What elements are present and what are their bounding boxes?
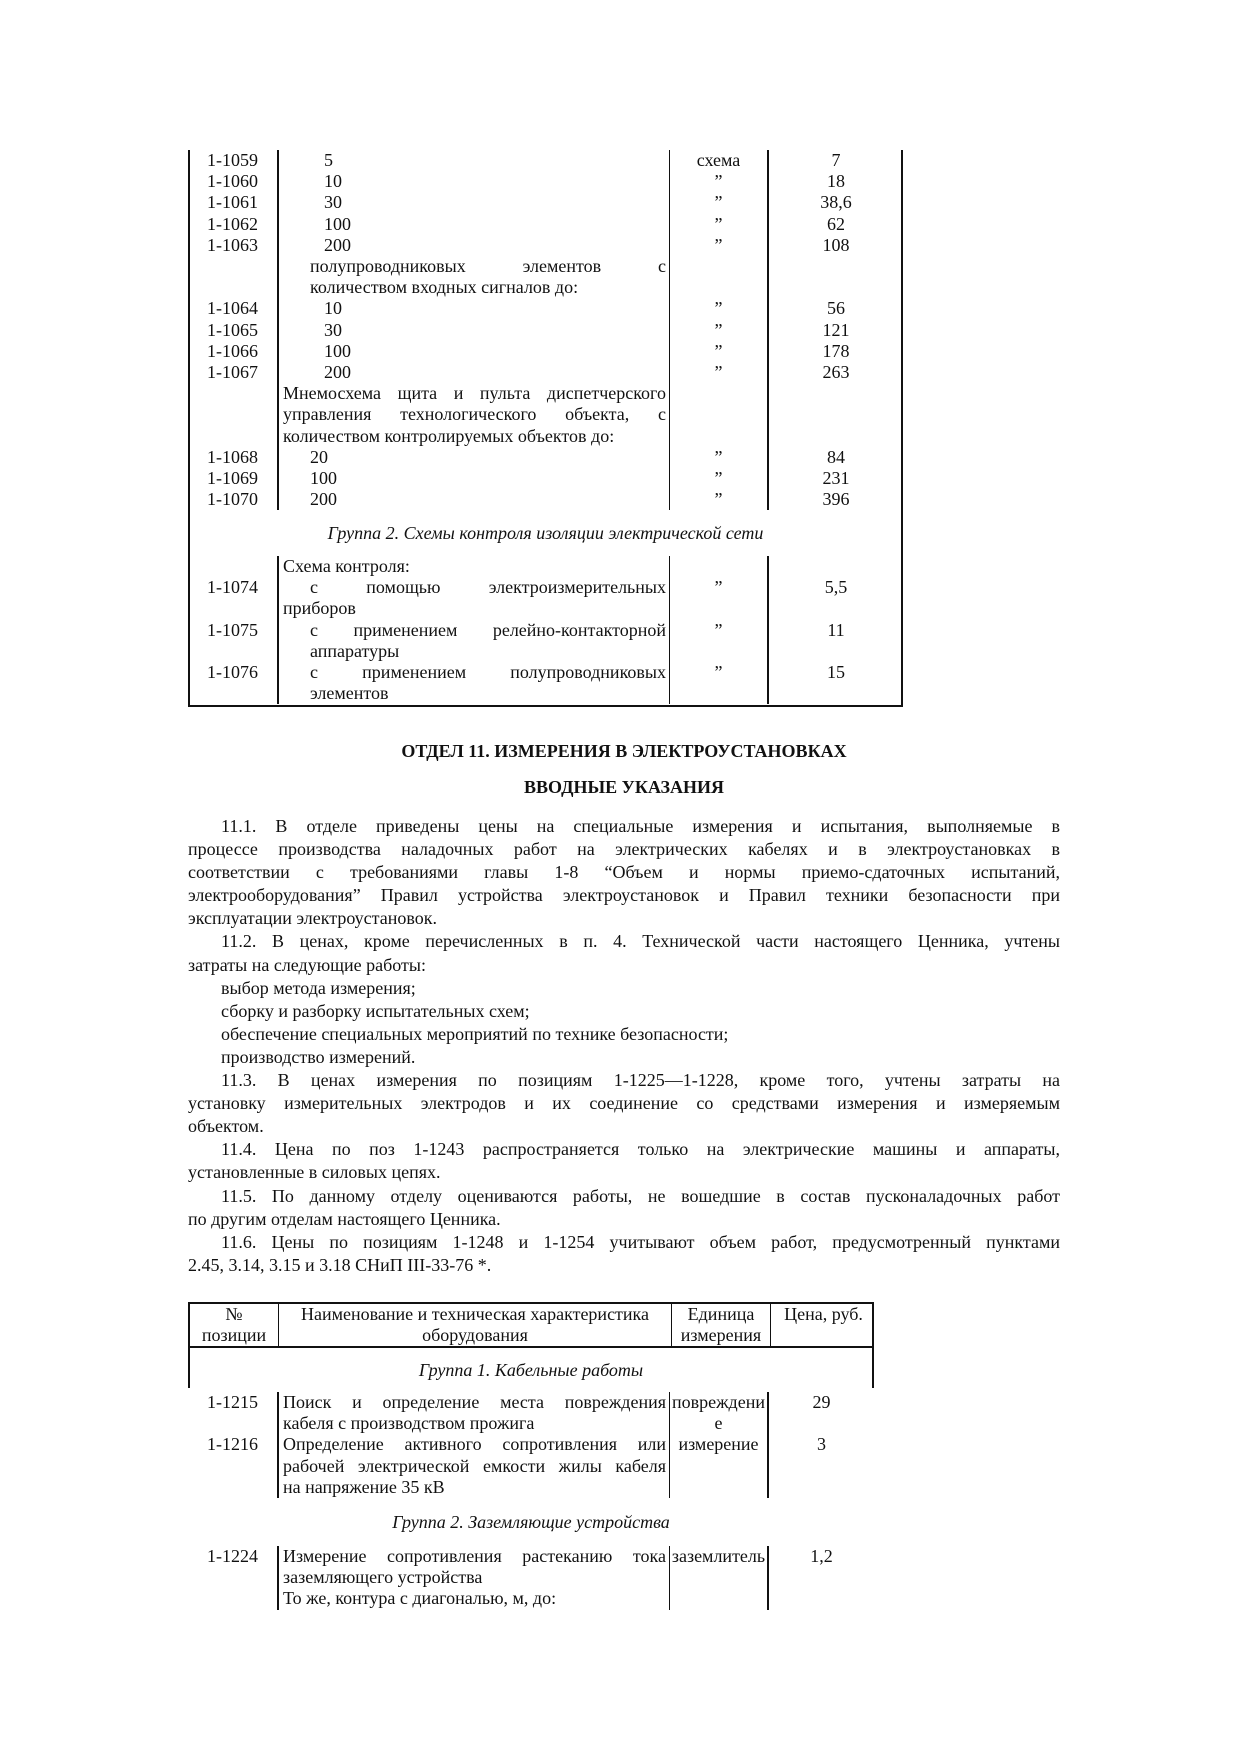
header-name: Наименование и техническая характеристика оборудования — [279, 1304, 672, 1346]
price-value: 15 — [827, 662, 845, 683]
unit-of-measure: ” — [670, 320, 769, 341]
description-line: 100 — [324, 213, 351, 234]
table-row — [188, 662, 903, 704]
description-line: 30 — [324, 319, 342, 340]
unit-of-measure — [670, 556, 769, 577]
paragraph — [188, 1023, 1060, 1046]
unit-of-measure: ” — [670, 298, 769, 319]
price-value: 3 — [817, 1434, 826, 1455]
paragraph-line: соответствии с требованиями главы 1-8 “Объем и нормы приемо-сдаточных испытаний, — [188, 862, 1060, 883]
item-description — [277, 1588, 670, 1609]
unit-of-measure: ” — [670, 662, 769, 704]
unit-of-measure: ” — [670, 214, 769, 235]
position-number: 1-1065 — [207, 319, 258, 340]
price-value: 396 — [822, 489, 850, 510]
description-line: 30 — [324, 192, 342, 213]
paragraph-line: 11.6. Цены по позициям 1-1248 и 1-1254 учитывают объем работ, предусмотренный пунктами — [221, 1231, 1060, 1252]
description-line: То же, контура с диагональю, м, до: — [283, 1588, 557, 1609]
position-number: 1-1074 — [207, 577, 258, 598]
item-description — [277, 192, 670, 213]
description-line: заземляющего устройства — [283, 1567, 483, 1588]
price-value — [769, 1588, 874, 1609]
position-number: 1-1070 — [207, 489, 258, 510]
description-line: на напряжение 35 кВ — [283, 1476, 445, 1497]
price-value: 1,2 — [810, 1546, 833, 1566]
item-description — [277, 256, 670, 298]
table-row — [188, 383, 903, 447]
table-2-header — [188, 1302, 874, 1348]
description-line: 10 — [324, 298, 342, 319]
group-caption: Группа 1. Кабельные работы — [418, 1359, 644, 1380]
position-number: 1-1216 — [207, 1434, 258, 1455]
unit-of-measure: ” — [670, 468, 769, 489]
table-row — [188, 192, 903, 213]
table-row — [188, 214, 903, 235]
position-number: 1-1224 — [207, 1546, 258, 1566]
paragraph-line: процессе производства наладочных работ на электрических кабелях и в электроустановках в — [188, 839, 1060, 860]
description-line: с помощью электроизмерительных — [310, 577, 666, 598]
price-value: 18 — [827, 171, 845, 192]
unit-of-measure: ” — [670, 620, 769, 662]
table-row — [188, 256, 903, 298]
table-row — [188, 320, 903, 341]
paragraph-line: выбор метода измерения; — [221, 977, 416, 998]
item-description — [277, 362, 670, 383]
table-row — [188, 362, 903, 383]
description-line: 100 — [310, 468, 337, 489]
unit-of-measure: ” — [670, 447, 769, 468]
description-line: 200 — [324, 362, 351, 383]
unit-of-measure: ” — [670, 192, 769, 213]
paragraph-line: сборку и разборку испытательных схем; — [221, 1000, 530, 1021]
description-line: рабочей электрической емкости жилы кабеля — [283, 1455, 666, 1476]
description-line: Поиск и определение места повреждения — [283, 1392, 666, 1412]
description-line: полупроводниковых элементов с — [310, 256, 666, 277]
paragraph-line: производство измерений. — [221, 1046, 416, 1067]
table-row — [188, 489, 903, 510]
position-number — [188, 383, 277, 447]
item-description — [277, 1392, 670, 1434]
price-value: 121 — [822, 319, 850, 340]
unit-of-measure: измерение — [670, 1434, 769, 1498]
table-row — [188, 447, 903, 468]
description-line: 10 — [324, 171, 342, 192]
paragraph — [188, 1185, 1060, 1231]
price-value: 56 — [827, 298, 845, 319]
table-row — [188, 620, 903, 662]
position-number: 1-1069 — [207, 468, 258, 489]
price-table-group-2 — [188, 556, 903, 704]
position-number: 1-1060 — [207, 171, 258, 192]
paragraph-line: 11.3. В ценах измерения по позициям 1-1225—1-1228, кроме того, учтены затраты на — [221, 1070, 1060, 1091]
paragraph-line: обеспечение специальных мероприятий по технике безопасности; — [221, 1023, 729, 1044]
item-description — [277, 1546, 670, 1588]
position-number: 1-1075 — [207, 619, 258, 640]
table-row — [188, 235, 903, 256]
item-description — [277, 577, 670, 619]
item-description — [277, 298, 670, 319]
table-row — [188, 1588, 874, 1609]
paragraph-line: по другим отделам настоящего Ценника. — [188, 1208, 501, 1229]
description-line: количеством входных сигналов до: — [310, 277, 579, 298]
position-number: 1-1063 — [207, 234, 258, 255]
paragraph-line: 11.1. В отделе приведены цены на специальные измерения и испытания, выполняемые в — [221, 816, 1060, 836]
header-position: № позиции — [190, 1304, 279, 1346]
item-description — [277, 468, 670, 489]
table-row — [188, 1392, 874, 1434]
description-line: количеством контролируемых объектов до: — [283, 425, 615, 446]
price-value: 11 — [827, 619, 845, 640]
position-number: 1-1215 — [207, 1392, 258, 1412]
description-line: Мнемосхема щита и пульта диспетчерского — [283, 383, 666, 404]
description-line: приборов — [283, 598, 356, 619]
unit-of-measure: ” — [670, 235, 769, 256]
description-line: кабеля с производством прожига — [283, 1413, 535, 1434]
group-caption: Группа 2. Схемы контроля изоляции электрической сети — [327, 522, 764, 543]
paragraph — [188, 1000, 1060, 1023]
price-value: 29 — [812, 1392, 831, 1412]
unit-of-measure — [670, 383, 769, 447]
position-number: 1-1068 — [207, 446, 258, 467]
description-line: 200 — [310, 489, 337, 510]
section-title: ОТДЕЛ 11. ИЗМЕРЕНИЯ В ЭЛЕКТРОУСТАНОВКАХ — [401, 741, 847, 761]
position-number — [188, 1588, 277, 1609]
price-value: 178 — [822, 340, 850, 361]
paragraph — [188, 977, 1060, 1000]
paragraph-line: 2.45, 3.14, 3.15 и 3.18 СНиП III-33-76 *. — [188, 1254, 492, 1275]
position-number: 1-1066 — [207, 340, 258, 361]
description-line: 200 — [324, 234, 351, 255]
unit-of-measure: ” — [670, 171, 769, 192]
item-description — [277, 235, 670, 256]
price-value — [769, 383, 903, 447]
intro-text — [188, 815, 1060, 1277]
unit-of-measure: заземлитель — [670, 1546, 769, 1588]
item-description — [277, 383, 670, 447]
paragraph-line: 11.2. В ценах, кроме перечисленных в п. 4. Технической части настоящего Ценника, учтены — [221, 931, 1060, 952]
item-description — [277, 1434, 670, 1498]
unit-of-measure: схема — [670, 150, 769, 171]
table-row — [188, 150, 903, 171]
description-line: с применением полупроводниковых — [310, 662, 666, 683]
paragraph-line: электрооборудования” Правил устройства электроустановок и Правил техники безопасности при — [188, 885, 1060, 906]
paragraph-line: установленные в силовых цепях. — [188, 1162, 441, 1183]
item-description — [277, 447, 670, 468]
unit-of-measure: ” — [670, 489, 769, 510]
price-table-cable-works — [188, 1392, 874, 1498]
price-value: 38,6 — [820, 192, 852, 213]
header-price: Цена, руб. — [784, 1304, 863, 1324]
price-value: 62 — [827, 213, 845, 234]
position-number: 1-1067 — [207, 362, 258, 383]
header-unit: Единица измерения — [672, 1304, 771, 1346]
price-value: 7 — [831, 150, 841, 170]
description-line: с применением релейно-контакторной — [310, 619, 666, 640]
unit-of-measure: ” — [670, 362, 769, 383]
description-line: элементов — [310, 683, 389, 704]
unit-of-measure: ” — [670, 577, 769, 619]
table-row — [188, 171, 903, 192]
description-line: аппаратуры — [310, 640, 400, 661]
price-table-grounding — [188, 1546, 874, 1610]
paragraph — [188, 1046, 1060, 1069]
table-row — [188, 1546, 874, 1588]
paragraph-line: объектом. — [188, 1116, 264, 1137]
position-number — [188, 556, 277, 577]
description-line: 20 — [310, 446, 328, 467]
description-line: Определение активного сопротивления или — [283, 1434, 666, 1455]
description-line: Измерение сопротивления растеканию тока — [283, 1546, 666, 1566]
paragraph — [188, 1069, 1060, 1138]
paragraph — [188, 1231, 1060, 1277]
item-description — [277, 214, 670, 235]
price-value — [769, 256, 903, 298]
description-line: управления технологического объекта, с — [283, 404, 666, 425]
description-line: 5 — [324, 150, 333, 170]
paragraph-line: установку измерительных электродов и их соединение со средствами измерения и измеряемым — [188, 1093, 1060, 1114]
unit-of-measure — [670, 256, 769, 298]
position-number: 1-1064 — [207, 298, 258, 319]
item-description — [277, 662, 670, 704]
item-description — [277, 341, 670, 362]
table-row — [188, 556, 903, 577]
paragraph-line: эксплуатации электроустановок. — [188, 908, 437, 929]
price-value: 108 — [822, 234, 850, 255]
item-description — [277, 489, 670, 510]
table-row — [188, 577, 903, 619]
position-number: 1-1062 — [207, 213, 258, 234]
unit-of-measure — [670, 1588, 769, 1609]
item-description — [277, 171, 670, 192]
item-description — [277, 320, 670, 341]
description-line: 100 — [324, 340, 351, 361]
price-table-group-1-continued — [188, 150, 903, 510]
price-value: 84 — [827, 446, 845, 467]
paragraph — [188, 1138, 1060, 1184]
price-value: 5,5 — [824, 577, 848, 598]
item-description — [277, 556, 670, 577]
paragraph — [188, 930, 1060, 976]
position-number: 1-1076 — [207, 662, 258, 683]
unit-of-measure: ” — [670, 341, 769, 362]
paragraph-line: затраты на следующие работы: — [188, 954, 427, 975]
group-caption: Группа 2. Заземляющие устройства — [392, 1511, 670, 1532]
price-value — [769, 556, 903, 577]
section-subtitle: ВВОДНЫЕ УКАЗАНИЯ — [524, 777, 724, 797]
description-line: Схема контроля: — [283, 556, 410, 576]
paragraph — [188, 815, 1060, 930]
item-description — [277, 620, 670, 662]
table-row — [188, 468, 903, 489]
table-row — [188, 298, 903, 319]
position-number: 1-1059 — [207, 150, 258, 170]
price-value: 231 — [822, 468, 850, 489]
item-description — [277, 150, 670, 171]
paragraph-line: 11.5. По данному отделу оцениваются работы, не вошедшие в состав пусконаладочных работ — [221, 1185, 1060, 1206]
table-row — [188, 341, 903, 362]
position-number: 1-1061 — [207, 192, 258, 213]
position-number — [188, 256, 277, 298]
table-row — [188, 1434, 874, 1498]
paragraph-line: 11.4. Цена по поз 1-1243 распространяется только на электрические машины и аппараты, — [221, 1139, 1060, 1160]
unit-of-measure: повреждение — [670, 1392, 769, 1434]
price-value: 263 — [822, 362, 850, 383]
